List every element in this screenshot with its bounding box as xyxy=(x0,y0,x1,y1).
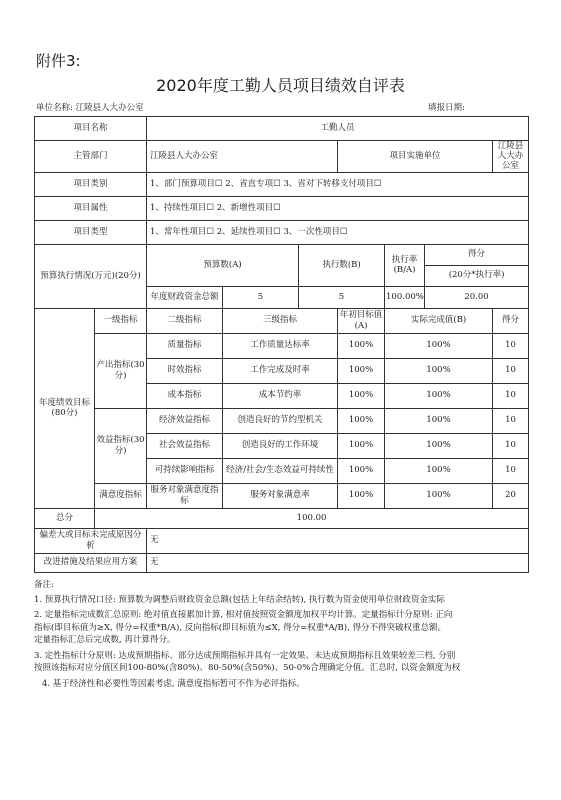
table-row-l2: 质量指标 xyxy=(147,333,223,358)
actual-header: 实际完成值(B) xyxy=(385,308,493,333)
rate-value: 100.00% xyxy=(385,286,425,308)
table-row-actual: 100% xyxy=(385,408,493,433)
exec-value: 5 xyxy=(299,286,385,308)
table-row-l2: 成本指标 xyxy=(147,383,223,408)
type-value: 1、常年性项目☐ 2、延续性项目☐ 3、一次性项目☐ xyxy=(147,220,529,244)
table-row-l3: 创造良好的节约型机关 xyxy=(223,408,338,433)
attribute-value: 1、持续性项目☐ 2、新增性项目☐ xyxy=(147,196,529,220)
benefit-indicator-group: 效益指标(30分) xyxy=(95,408,147,483)
table-row-actual: 100% xyxy=(385,333,493,358)
notes-section xyxy=(34,579,528,690)
table-row-score: 20 xyxy=(493,483,529,508)
table-row-l2: 经济效益指标 xyxy=(147,408,223,433)
satisfaction-indicator-group: 满意度指标 xyxy=(95,483,147,508)
table-row-target: 100% xyxy=(338,333,385,358)
level2-header: 二级指标 xyxy=(147,308,223,333)
table-row-target: 100% xyxy=(338,408,385,433)
table-row-actual: 100% xyxy=(385,358,493,383)
table-row-l3: 经济/社会/生态效益可持续性 xyxy=(223,458,338,483)
total-label: 总分 xyxy=(35,508,95,528)
table-row-target: 100% xyxy=(338,358,385,383)
self-evaluation-table xyxy=(34,116,529,573)
category-label: 项目类别 xyxy=(35,172,147,196)
table-row-target: 100% xyxy=(338,458,385,483)
deviation-label: 偏差大或目标未完成原因分析 xyxy=(35,528,147,553)
table-row-l2: 服务对象满意度指标 xyxy=(147,483,223,508)
budget-header: 预算数(A) xyxy=(147,244,299,286)
fill-date-label: 填报日期: xyxy=(428,103,465,113)
output-indicator-group: 产出指标(30分) xyxy=(95,333,147,408)
table-row-score: 10 xyxy=(493,458,529,483)
score-col-header: 得分 xyxy=(493,308,529,333)
notes-heading: 备注: xyxy=(34,580,54,590)
deviation-value: 无 xyxy=(147,528,529,553)
improve-value: 无 xyxy=(147,553,529,572)
table-row-score: 10 xyxy=(493,358,529,383)
score-header: 得分 xyxy=(425,244,529,265)
dept-value: 江陵县人大办公室 xyxy=(147,141,338,173)
category-value: 1、部门预算项目☐ 2、省直专项☐ 3、省对下转移支付项目☐ xyxy=(147,172,529,196)
table-row-target: 100% xyxy=(338,483,385,508)
table-row-target: 100% xyxy=(338,433,385,458)
score-value: 20.00 xyxy=(425,286,529,308)
table-row-score: 10 xyxy=(493,408,529,433)
table-row-score: 10 xyxy=(493,383,529,408)
attachment-label: 附件3: xyxy=(36,52,81,70)
table-row-l3: 成本节约率 xyxy=(223,383,338,408)
table-row-score: 10 xyxy=(493,333,529,358)
dept-label: 主管部门 xyxy=(35,141,147,173)
perf-goal-label: 年度绩效目标(80分) xyxy=(35,308,95,508)
impl-unit-label: 项目实施单位 xyxy=(338,141,493,173)
table-row-actual: 100% xyxy=(385,433,493,458)
rate-header: 执行率(B/A) xyxy=(385,244,425,286)
table-row-l2: 可持续影响指标 xyxy=(147,458,223,483)
project-name-value: 工勤人员 xyxy=(147,117,529,141)
project-name-label: 项目名称 xyxy=(35,117,147,141)
budget-exec-label: 预算执行情况(万元)(20分) xyxy=(35,244,147,308)
table-row-l3: 服务对象满意率 xyxy=(223,483,338,508)
table-row-score: 10 xyxy=(493,433,529,458)
impl-unit-value: 江陵县人大办公室 xyxy=(493,141,529,173)
table-row-l2: 社会效益指标 xyxy=(147,433,223,458)
table-row-actual: 100% xyxy=(385,383,493,408)
total-value: 100.00 xyxy=(95,508,529,528)
table-row-target: 100% xyxy=(338,383,385,408)
level1-header: 一级指标 xyxy=(95,308,147,333)
table-row-l3: 工作完成及时率 xyxy=(223,358,338,383)
note-2-line-2: 指标(即目标值为≥X, 得分=权重*B/A), 反向指标(即目标值为≤X, 得分=权重*A/B), 得分不得突破权重总额。 xyxy=(34,622,446,633)
level3-header: 三级指标 xyxy=(223,308,338,333)
table-row-l3: 工作质量达标率 xyxy=(223,333,338,358)
budget-row-label: 年度财政资金总额 xyxy=(147,286,223,308)
improve-label: 改进措施及结果应用方案 xyxy=(35,553,147,572)
type-label: 项目类型 xyxy=(35,220,147,244)
table-row-l3: 创造良好的工作环境 xyxy=(223,433,338,458)
table-row-l2: 时效指标 xyxy=(147,358,223,383)
unit-name: 单位名称: 江陵县人大办公室 xyxy=(36,103,144,113)
score-formula: (20分*执行率) xyxy=(425,265,529,286)
note-2-line-1: 2. 定量指标完成数汇总原则: 绝对值直接累加计算, 相对值按照资金额度加权平均计算。定量指标计分原则: 正向 xyxy=(34,610,453,620)
table-row-actual: 100% xyxy=(385,483,493,508)
table-row-actual: 100% xyxy=(385,458,493,483)
target-header: 年初目标值(A) xyxy=(338,308,385,333)
note-3-line-1: 3. 定性指标计分原则: 达成预期指标、部分达成预期指标并具有一定效果、未达成预期指标且效果较差三档, 分别 xyxy=(34,650,456,661)
attribute-label: 项目属性 xyxy=(35,196,147,220)
note-2-line-3: 定量指标汇总后完成数, 再计算得分。 xyxy=(34,635,176,645)
exec-header: 执行数(B) xyxy=(299,244,385,286)
page-title: 2020年度工勤人员项目绩效自评表 xyxy=(156,76,405,95)
note-4: 4. 基于经济性和必要性等因素考虑, 满意度指标暂可不作为必评指标。 xyxy=(42,678,305,689)
note-1: 1. 预算执行情况口径: 预算数为调整后财政资金总额(包括上年结余结转), 执行数为资金使用单位财政资金实际 xyxy=(34,594,445,605)
note-3-line-2: 按照该指标对应分值区间100-80%(含80%)、80-50%(含50%)、50-0%合理确定分值。汇总时, 以资金额度为权 xyxy=(34,663,461,673)
budget-value: 5 xyxy=(223,286,299,308)
